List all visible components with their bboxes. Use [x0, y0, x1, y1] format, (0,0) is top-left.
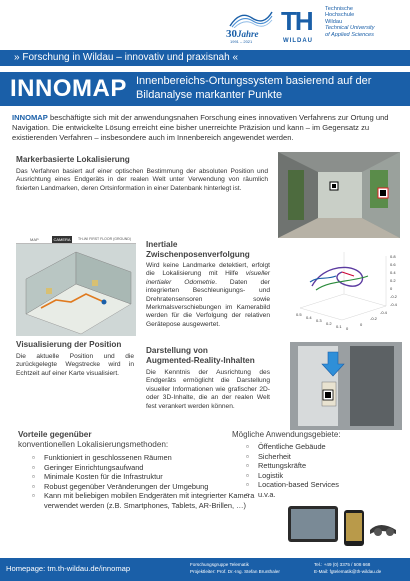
list-item: ▫ Location-based Services [246, 480, 402, 490]
ar-illustration [290, 342, 402, 430]
map-tab: MAP [30, 237, 39, 242]
logo-name: WILDAU [283, 38, 313, 44]
group-label: Forschungsgruppe Telematik [190, 562, 249, 567]
y-tick: 0 [360, 322, 363, 327]
th-wildau-logo [281, 6, 321, 46]
email-link[interactable]: E-Mail: fgtelematik@th-wildau.de [314, 569, 382, 574]
footer-contact [314, 561, 381, 575]
x-tick: 0.4 [306, 315, 312, 320]
advantages-title-line-2: konventionellen Lokalisierungsmethoden: [18, 440, 169, 449]
trajectory-plot-svg [282, 246, 402, 336]
intro-text: beschäftigte sich mit der anwendungsnahen Forschung eines innovativen Verfahrens zur Ortung und Navigation. Die entwickelte Lösung erreicht eine bisher unerreichte Präzision und kann – im Gegensatz zu existierenden Verfahren – insbesondere auch im Innenbereich angewendet werden. [12, 113, 389, 142]
slogan-bar [0, 50, 410, 66]
uni-name-line: Hochschule [325, 12, 355, 19]
devices-illustration [282, 502, 402, 554]
inertial-title-line-2: Zwischenposenverfolgung [146, 250, 250, 259]
x-tick: 0.5 [296, 312, 302, 317]
x-tick: 0.3 [316, 318, 322, 323]
university-name [325, 6, 407, 38]
list-item: ▫ Kann mit beliebigen mobilen Endgeräten mit integrierter Kamera verwendet werden (z.B. Smartphones, Tablets, AR-Brillen, …) [32, 491, 262, 510]
ar-text: Die Kenntnis der Ausrichtung des Endgeräts ermöglicht die Darstellung visueller Informationen wie grafischer 2D- oder 3D-Inhalte, die an der realen Welt fest verankert werden können. [146, 369, 270, 410]
y-tick: -0.2 [370, 316, 377, 321]
footer-group [190, 561, 280, 575]
inertial-title [146, 240, 250, 260]
header-logos [0, 0, 410, 48]
z-tick: -0.2 [390, 294, 397, 299]
list-item: ▫ Rettungskräfte [246, 461, 402, 471]
plot-ticks [296, 254, 398, 331]
leader-label: Projektleiter: Prof. Dr.-Ing. Stefan Brunthaler [190, 569, 280, 574]
wave-graphic [228, 8, 274, 28]
list-item: ▫ Öffentliche Gebäude [246, 442, 402, 452]
list-item: ▫ Logistik [246, 471, 402, 481]
floor-label: TH-WI FIRST FLOOR (GROUND) [78, 237, 132, 241]
visual-text: Die aktuelle Position und die zurückgelegte Wegstrecke wird in Echtzeit auf einer Karte visualisiert. [16, 353, 134, 377]
x-tick: 0.2 [326, 321, 332, 326]
uni-name-line-en: Technical University [325, 25, 375, 32]
ar-title-line-2: Augmented-Reality-Inhalten [146, 356, 255, 365]
title-bar [0, 72, 410, 106]
list-item: ▫ Geringer Einrichtungsaufwand [32, 463, 262, 473]
ar-title-line-1: Darstellung von [146, 346, 208, 355]
phone-label: Tel.: +49 (0) 3375 / 508 668 [314, 562, 371, 567]
anniversary-logo [226, 8, 276, 44]
logo-mark: TH [281, 6, 312, 36]
poster-subtitle: Innenbereichs-Ortungssystem basierend auf der Bildanalyse markanter Punkte [136, 75, 372, 101]
z-tick: 0.4 [390, 270, 396, 275]
list-item: ▫ Funktioniert in geschlossenen Räumen [32, 453, 262, 463]
visual-title: Visualisierung der Position [16, 340, 122, 349]
anniversary-number: 30Jahre [226, 28, 259, 40]
advantages-list [32, 453, 262, 511]
marker-hallway-photo [278, 152, 400, 238]
inertial-text [146, 262, 270, 329]
inertial-title-line-1: Inertiale [146, 240, 178, 249]
z-tick: -0.4 [390, 302, 397, 307]
markers-text: Das Verfahren basiert auf einer optischen Bestimmung der absoluten Position und Ausrichtung eines Endgeräts in der realen Welt unter Verwendung von räumlich fixierten Landmarken, deren Ortsinformation in einer Datenbank hinterlegt ist. [16, 168, 268, 192]
poster-title: INNOMAP [10, 75, 127, 102]
homepage-link[interactable]: Homepage: tm.th-wildau.de/innomap [6, 564, 131, 573]
markers-title: Markerbasierte Lokalisierung [16, 155, 130, 164]
intro-lead: INNOMAP [12, 113, 48, 122]
uni-name-line: Wildau [325, 18, 343, 25]
x-tick: 0.1 [336, 324, 342, 329]
uni-name-line-en: of Applied Sciences [325, 31, 374, 38]
list-item: ▫ Robust gegenüber Veränderungen der Umgebung [32, 482, 262, 492]
list-item: ▫ Sicherheit [246, 452, 402, 462]
z-tick: 0 [390, 286, 393, 291]
inertial-text-b: . Daten der integrierten Beschleunigungs- und Drehratensensoren sowie Merkmalsverschiebungen im Kamerabild werden für die Verfolgung der relativen Gerätepose ausgewertet. [146, 278, 270, 328]
anniversary-years: 1991 – 2021 [230, 39, 253, 44]
advantages-title-line-1: Vorteile gegenüber [18, 430, 92, 439]
trajectory-plot [282, 246, 402, 336]
map-app-screenshot [16, 236, 136, 336]
x-tick: 0 [346, 326, 349, 331]
uni-name-line: Technische [325, 6, 353, 12]
ar-title [146, 346, 255, 366]
z-tick: 0.8 [390, 254, 396, 259]
ar-photo [290, 342, 402, 430]
inertial-text-em: visueller inertialer Odometrie [146, 270, 270, 286]
map-app-toolbar [16, 236, 136, 244]
applications-list [246, 442, 402, 500]
y-tick: -0.4 [380, 310, 387, 315]
slogan-text: » Forschung in Wildau – innovativ und praxisnah « [14, 52, 239, 63]
footer-bar [0, 558, 410, 581]
z-tick: 0.6 [390, 262, 396, 267]
camera-tab: CAMERA [53, 237, 71, 242]
list-item: ▫ Minimale Kosten für die Infrastruktur [32, 472, 262, 482]
inertial-text-a: Wird keine Landmarke detektiert, erfolgt die Lokalisierung mit Hilfe [146, 262, 270, 278]
hallway-illustration [278, 152, 400, 238]
map-3d-view [16, 244, 136, 336]
list-item: ▫ u.v.a. [246, 490, 402, 500]
applications-title: Mögliche Anwendungsgebiete: [232, 430, 341, 439]
devices-photo [282, 502, 402, 554]
advantages-title [18, 430, 168, 450]
z-tick: 0.2 [390, 278, 396, 283]
intro-paragraph [12, 113, 402, 143]
